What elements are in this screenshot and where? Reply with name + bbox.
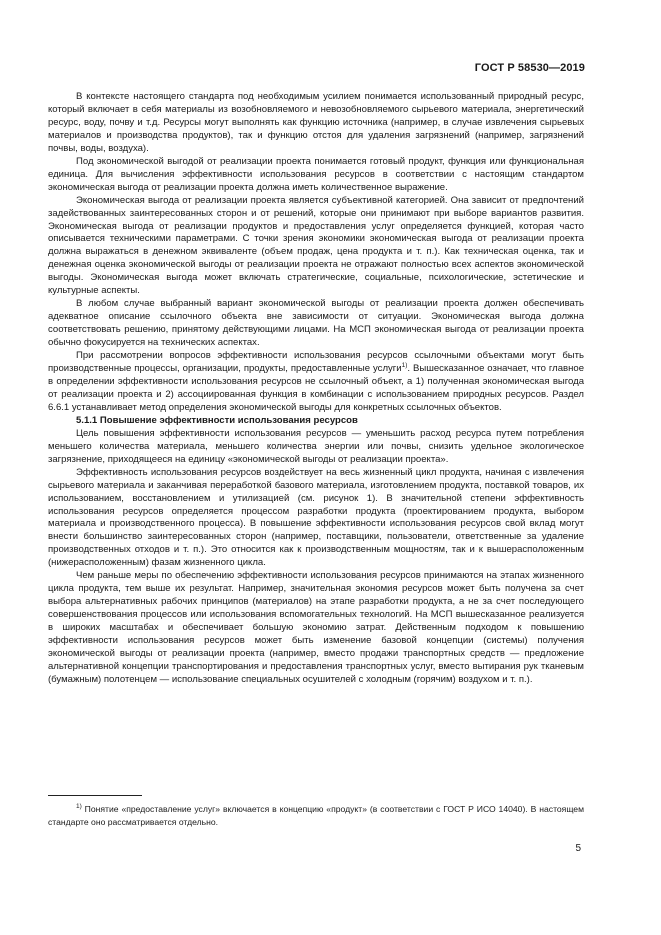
- footnote-reference[interactable]: 1): [401, 361, 408, 369]
- paragraph-text: При рассмотрении вопросов эффективности использования ресурсов ссылочными объектами могут быть производственные процессы, организации, продукты, предоставленные услуги: [48, 350, 584, 375]
- document-header: ГОСТ Р 58530—2019: [474, 62, 585, 74]
- page-number: 5: [575, 843, 581, 854]
- paragraph-with-footnote-ref: [48, 350, 584, 415]
- document-body: [48, 91, 584, 687]
- paragraph: В любом случае выбранный вариант экономической выгоды от реализации проекта должен обеспечивать адекватное описание ссылочного объекта вне зависимости от ситуации. Экономическая выгода должна соответствовать решению, принятому действующими лицами. На МСП экономическая выгода от реализации проекта обычно фокусируется на технических аспектах.: [48, 298, 584, 349]
- footnote: [48, 803, 584, 828]
- footnote-text-block: [48, 803, 584, 828]
- paragraph: Цель повышения эффективности использования ресурсов — уменьшить расход ресурса путем потребления меньшего количества материала, меньшего количества энергии или почвы, снизить удельное экологическое загрязнение, приходящееся на единицу «экономической выгоды от реализации проекта».: [48, 427, 584, 465]
- paragraph: В контексте настоящего стандарта под необходимым усилием понимается использованный природный ресурс, который включает в себя материалы из возобновляемого и невозобновляемого сырьевого материала, энергетический ресурс, воду, почву и т.д. Ресурсы могут выполнять как функцию источника (например, в случае извлечения сырьевых материалов и производства продуктов), так и функцию отстоя для удаления загрязнений (например, загрязнений почвы, воды, воздуха).: [48, 91, 584, 154]
- section-heading: 5.1.1 Повышение эффективности использования ресурсов: [76, 414, 358, 426]
- footnote-separator: [48, 795, 142, 796]
- footnote-marker: 1): [76, 803, 82, 811]
- paragraph: Эффективность использования ресурсов воздействует на весь жизненный цикл продукта, начиная с извлечения сырьевого материала и заканчивая переработкой базового материала, изготовлением продукта, поставкой товаров, их использованием, восстановлением и утилизацией (см. рисунок 1). В значительной степени эффективность использования ресурсов определяется процессом разработки продукта (проектированием продукта, выбором материала и производственного процесса). В повышение эффективности использования ресурсов свой вклад могут внести большинство заинтересованных сторон (например, поставщики, пользователи, ответственные за удаление производственных отходов и т. п.). Это относится как к производственным мощностям, так и к вышерасположенным (нижерасположенным) фазам жизненного цикла.: [48, 466, 584, 569]
- paragraph: Чем раньше меры по обеспечению эффективности использования ресурсов принимаются на этапах жизненного цикла продукта, тем выше их результат. Например, значительная экономия ресурсов может быть получена за счет выбора альтернативных рабочих принципов (материалов) на этапе разработки продукта, а не за счет последующего совершенствования процессов или использования вспомогательных технологий. На МСП вышесказанное реализуется в широких масштабах и обеспечивает большую экономию затрат. Действенным подходом к повышению эффективности использования ресурсов может быть изменение базовой концепции (системы) получения экономической выгоды от реализации проекта (например, вместо продажи транспортных средств — предложение альтернативной концепции транспортирования и предоставления транспортных услуг, вместо вытирания рук тканевым (бумажным) полотенцем — использование специальных осушителей с холодным (горячим) воздухом и т. п.).: [48, 570, 584, 685]
- paragraph: Экономическая выгода от реализации проекта является субъективной категорией. Она зависит от предпочтений задействованных заинтересованных сторон и от решений, которые они принимают при выборе вариантов развития. Экономическая выгода от реализации продуктов и предоставления услуг определяется функцией, которая часто описывается техническими параметрами. С точки зрения экономики экономическая выгода от реализации проекта должна выражаться в денежном эквиваленте (объем продаж, цена продукта и т. п.). Как техническая оценка, так и денежная оценка экономической выгоды от реализации проекта не отражают полностью всех аспектов экономической выгоды. Экономическая выгода может включать стратегические, социальные, психологические, эстетические и культурные аспекты.: [48, 194, 584, 297]
- footnote-text: Понятие «предоставление услуг» включается в концепцию «продукт» (в соответствии с ГОСТ Р ИСО 14040). В настоящем стандарте оно рассматривается отдельно.: [48, 804, 584, 827]
- paragraph: Под экономической выгодой от реализации проекта понимается готовый продукт, функция или функциональная единица. Для вычисления эффективности использования ресурсов в соответствии с настоящим стандартом экономическая выгода от реализации проекта должна иметь количественное выражение.: [48, 155, 584, 193]
- paragraph-text: . Вышесказанное означает, что главное в определении эффективности использования ресурсов не ссылочный объект, а 1) полученная экономическая выгода от реализации проекта и 2) ассоциированная функция в комбинации с использованием природных ресурсов. Раздел 6.6.1 устанавливает метод определения экономической выгоды для конкретных ссылочных объектов.: [48, 363, 585, 413]
